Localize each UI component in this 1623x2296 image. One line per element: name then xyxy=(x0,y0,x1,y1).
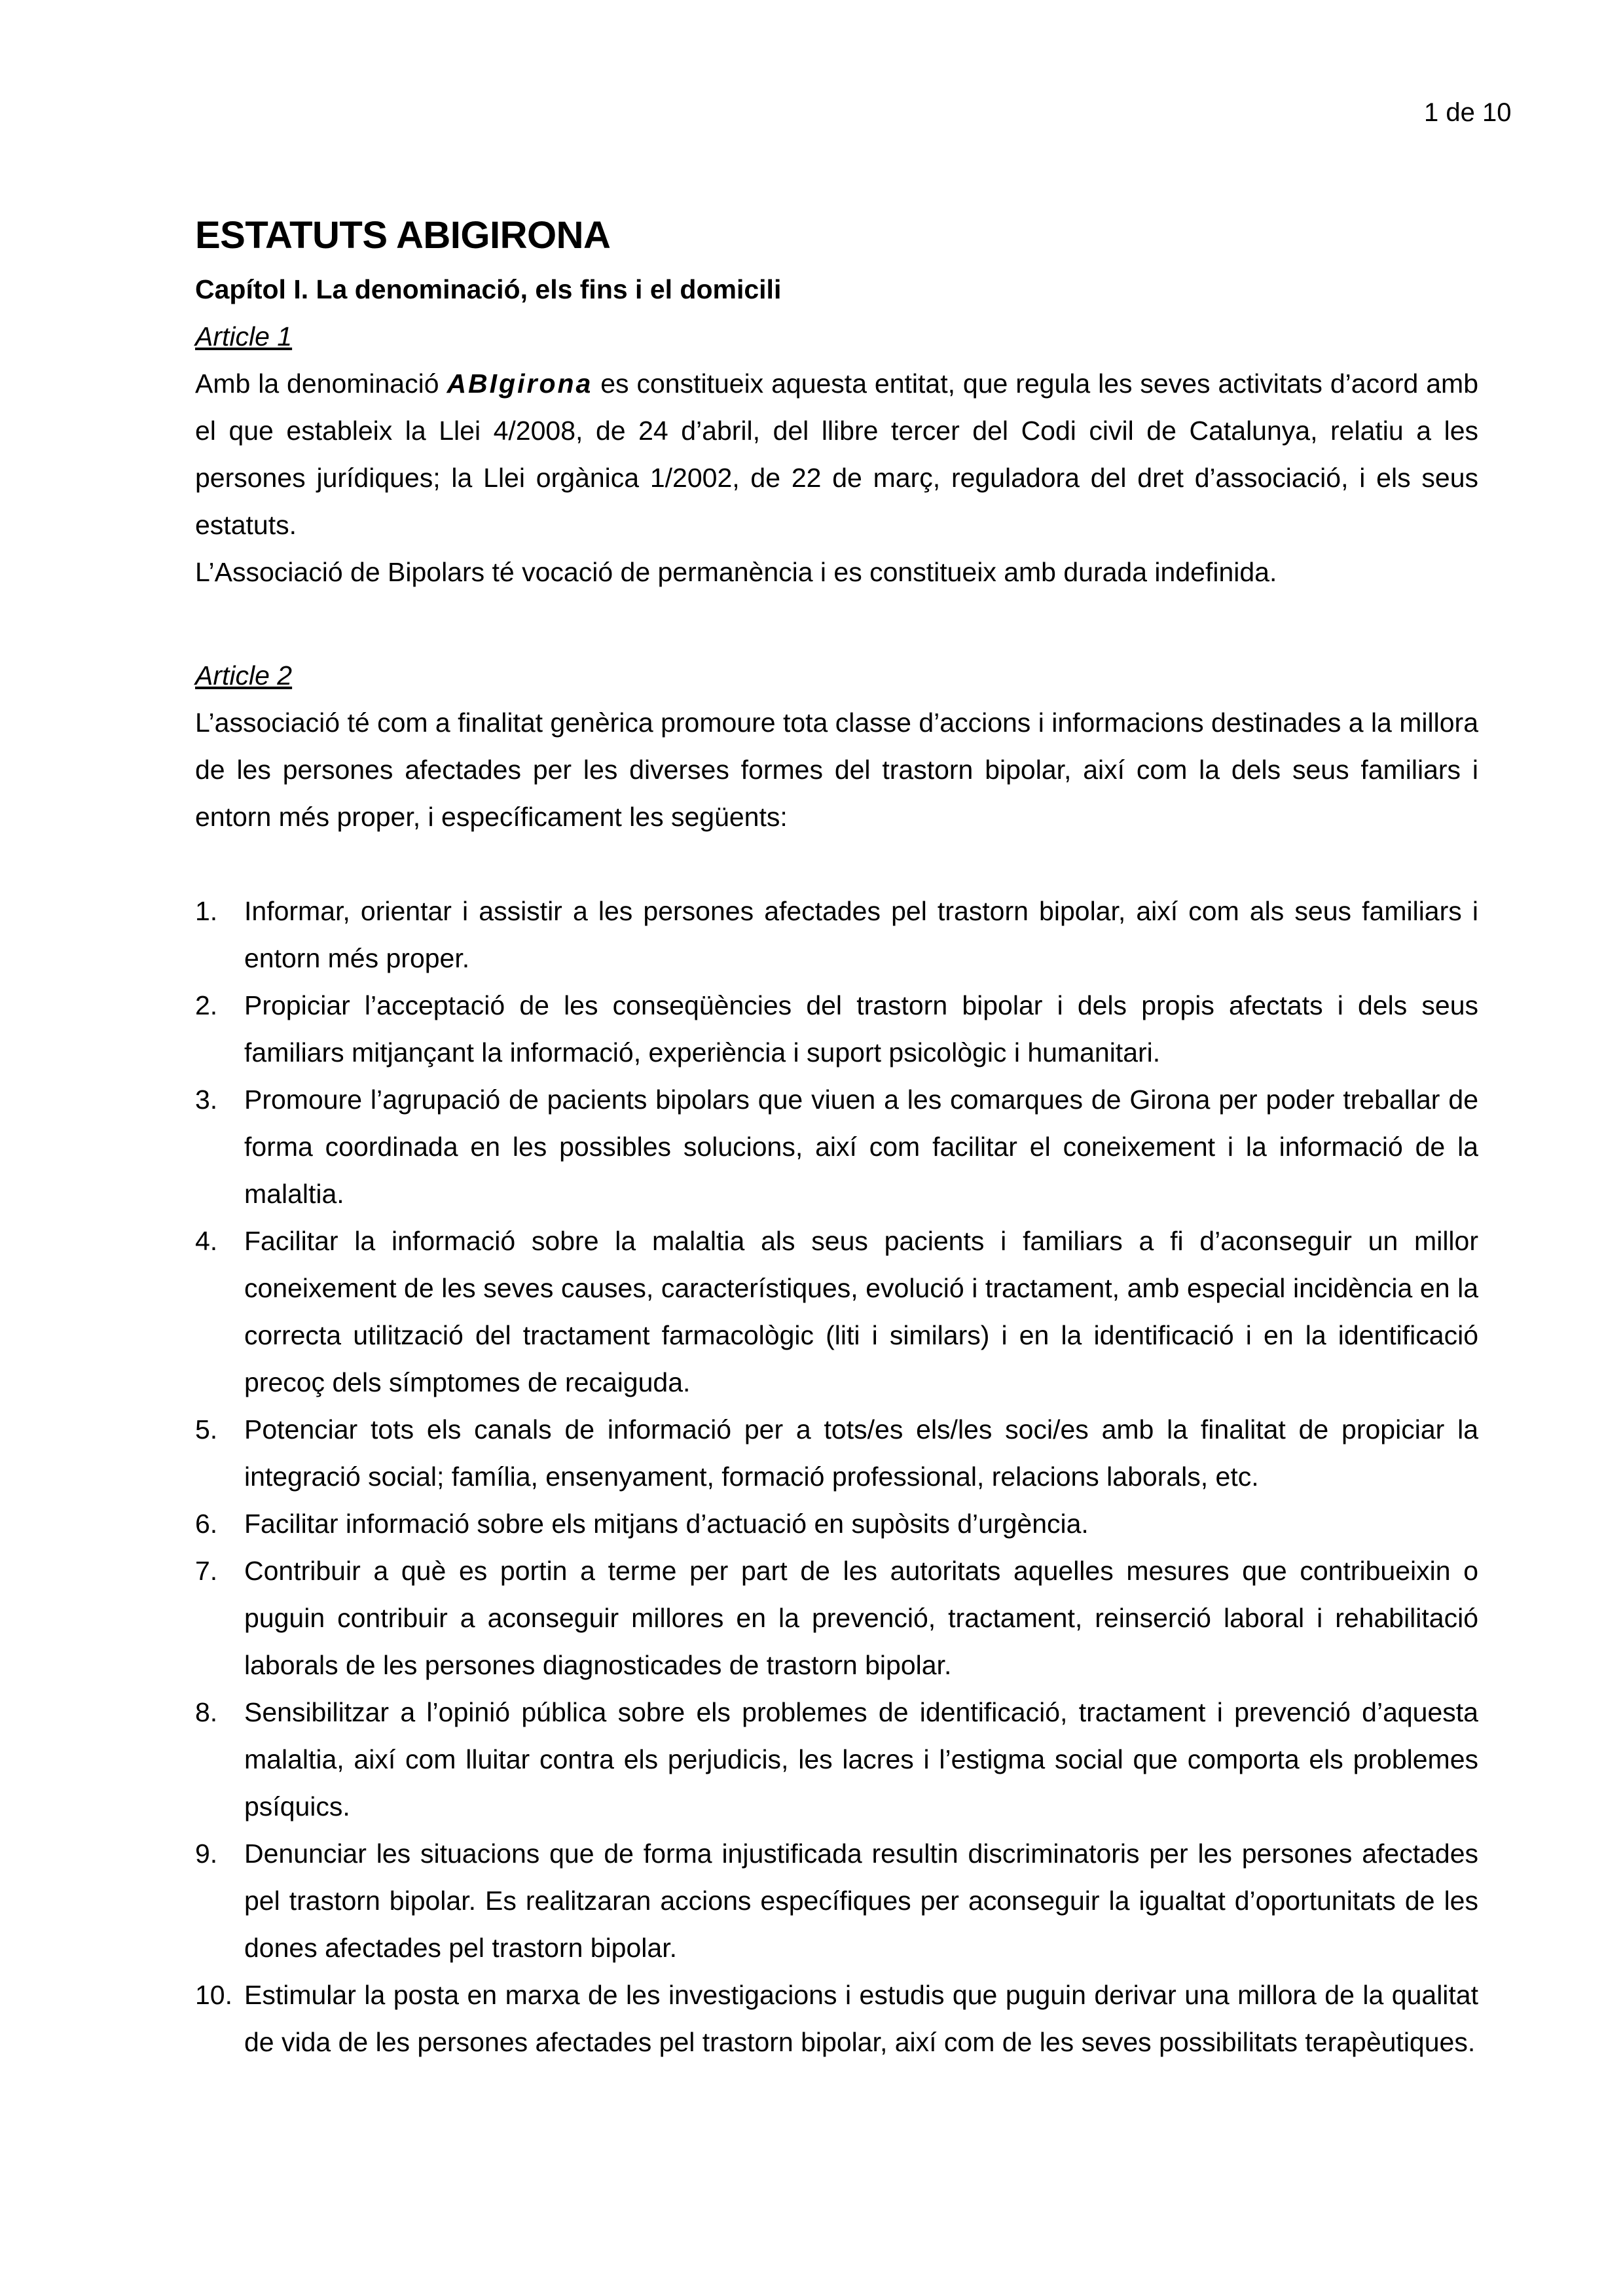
list-item-number: 2. xyxy=(195,990,218,1020)
list-item-text: Facilitar la informació sobre la malaltia als seus pacients i familiars a fi d’aconseguir un millor coneixement de les seves causes, característiques, evolució i tractament, amb especial incidència en la correcta utilització del tractament farmacològic (liti i similars) i en la identificació i en la identificació precoç dels símptomes de recaiguda. xyxy=(244,1226,1478,1397)
article-1-label: Article 1 xyxy=(195,321,293,351)
list-item xyxy=(195,888,1478,982)
document-title: ESTATUTS ABIGIRONA xyxy=(195,214,611,257)
article-2-intro: L’associació té com a finalitat genèrica promoure tota classe d’accions i informacions destinades a la millora de les persones afectades per les diverses formes del trastorn bipolar, així com la dels seus familiars i entorn més proper, i específicament les següents: xyxy=(195,708,1478,832)
list-item-number: 5. xyxy=(195,1414,218,1444)
list-item-text: Estimular la posta en marxa de les investigacions i estudis que puguin derivar una millora de la qualitat de vida de les persones afectades pel trastorn bipolar, així com de les seves possibilitats terapèutiques. xyxy=(244,1980,1478,2057)
list-item xyxy=(195,1500,1478,1547)
list-item-text: Denunciar les situacions que de forma injustificada resultin discriminatoris per les persones afectades pel trastorn bipolar. Es realitzaran accions específiques per aconseguir la igualtat d’oportunitats de les dones afectades pel trastorn bipolar. xyxy=(244,1839,1478,1963)
list-item xyxy=(195,982,1478,1076)
article-2 xyxy=(195,652,1478,2066)
spacer xyxy=(195,840,1478,888)
article-2-label: Article 2 xyxy=(195,660,293,691)
list-item-number: 8. xyxy=(195,1697,218,1727)
chapter-heading: Capítol I. La denominació, els fins i el domicili xyxy=(195,274,782,304)
page-number: 1 de 10 xyxy=(1424,98,1512,127)
list-item xyxy=(195,1830,1478,1971)
list-item-text: Informar, orientar i assistir a les persones afectades pel trastorn bipolar, així com als seus familiars i entorn més proper. xyxy=(244,896,1478,973)
list-item xyxy=(195,1547,1478,1689)
list-item-number: 1. xyxy=(195,896,218,926)
list-item-number: 3. xyxy=(195,1085,218,1115)
spacer xyxy=(195,596,1478,652)
article-1-paragraph-1 xyxy=(195,360,1478,548)
list-item-number: 9. xyxy=(195,1839,218,1869)
list-item-number: 10. xyxy=(195,1980,232,2010)
association-name: ABIgirona xyxy=(447,368,593,399)
list-item-text: Potenciar tots els canals de informació per a tots/es els/les soci/es amb la finalitat de propiciar la integració social; família, ensenyament, formació professional, relacions laborals, etc. xyxy=(244,1414,1478,1492)
list-item-number: 4. xyxy=(195,1226,218,1256)
list-item-text: Promoure l’agrupació de pacients bipolars que viuen a les comarques de Girona per poder treballar de forma coordinada en les possibles solucions, així com facilitar el coneixement i la informació de la malaltia. xyxy=(244,1085,1478,1209)
para-text: es constitueix aquesta entitat, que regula les seves activitats d’acord amb el que estableix la Llei 4/2008, de 24 d’abril, del llibre tercer del Codi civil de Catalunya, relatiu a les persones jurídiques; la Llei orgànica 1/2002, de 22 de març, reguladora del dret d’associació, i els seus estatuts. xyxy=(195,368,1478,540)
list-item xyxy=(195,1689,1478,1830)
article-1-paragraph-2: L’Associació de Bipolars té vocació de permanència i es constitueix amb durada indefinida. xyxy=(195,557,1277,587)
list-item xyxy=(195,1971,1478,2066)
document-body xyxy=(195,209,1478,2066)
list-item-text: Contribuir a què es portin a terme per part de les autoritats aquelles mesures que contribueixin o puguin contribuir a aconseguir millores en la prevenció, tractament, reinserció laboral i rehabilitació laborals de les persones diagnosticades de trastorn bipolar. xyxy=(244,1556,1478,1680)
list-item-text: Facilitar informació sobre els mitjans d’actuació en supòsits d’urgència. xyxy=(244,1509,1089,1539)
article-1 xyxy=(195,313,1478,596)
list-item xyxy=(195,1076,1478,1217)
list-item xyxy=(195,1406,1478,1500)
list-item-text: Propiciar l’acceptació de les conseqüències del trastorn bipolar i dels propis afectats i dels seus familiars mitjançant la informació, experiència i suport psicològic i humanitari. xyxy=(244,990,1478,1067)
list-item-number: 7. xyxy=(195,1556,218,1586)
list-item xyxy=(195,1217,1478,1406)
para-text: Amb la denominació xyxy=(195,368,447,399)
list-item-number: 6. xyxy=(195,1509,218,1539)
list-item-text: Sensibilitzar a l’opinió pública sobre els problemes de identificació, tractament i prevenció d’aquesta malaltia, així com lluitar contra els perjudicis, les lacres i l’estigma social que comporta els problemes psíquics. xyxy=(244,1697,1478,1821)
goals-list xyxy=(195,888,1478,2066)
